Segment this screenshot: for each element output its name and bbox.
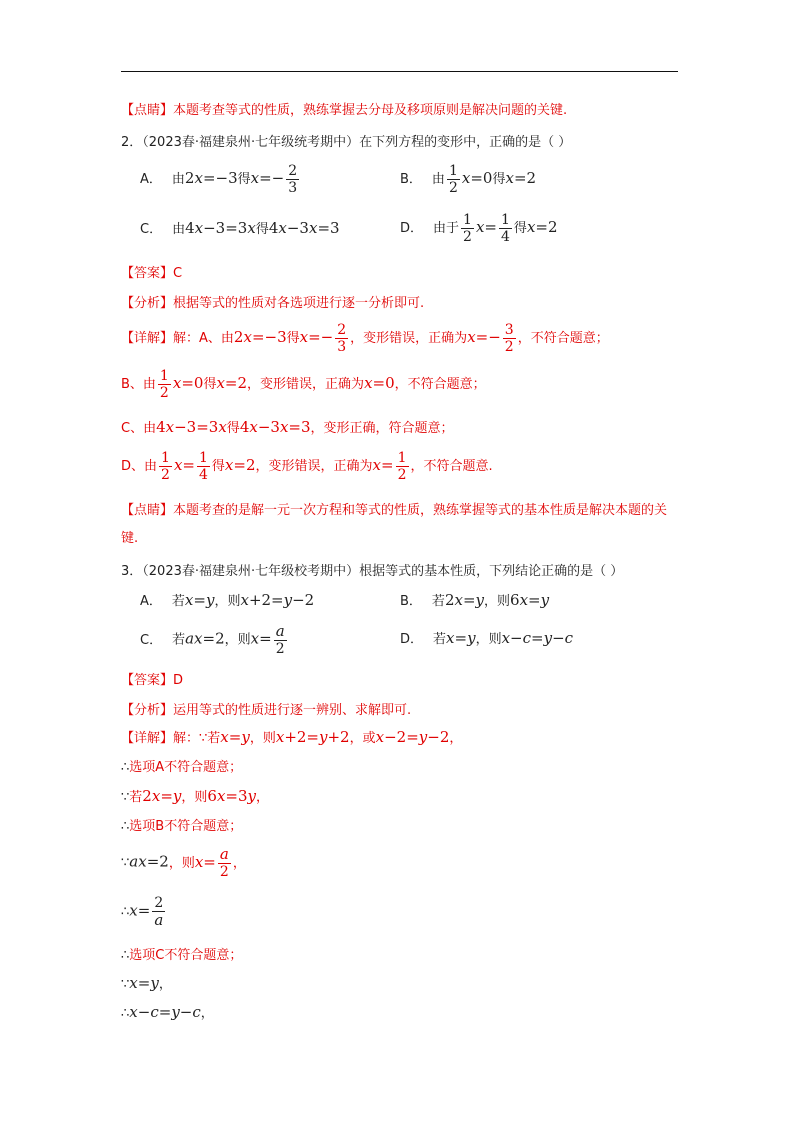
q3-step-4: ∴选项B不符合题意； xyxy=(121,819,243,834)
q3-option-c: C． 若ax=2，则x= $\frac{a}{2}$ xyxy=(140,622,285,657)
q2-option-b: B． 由 $\frac{1}{2}$ x=0得x=2 xyxy=(400,163,537,196)
q2-detail-a: 【详解】解：A、由2x=−3得x=− $\frac{2}{3}$ ，变形错误，正确为x=− $\frac{3}{2}$ ，不符合题意； xyxy=(121,322,609,355)
q2-option-c: C． 由4x−3=3x得4x−3x=3 xyxy=(140,219,340,237)
q3-step-3: ∵若2x=y，则6x=3y， xyxy=(121,787,270,805)
q2-note: 【点睛】本题考查的是解一元一次方程和等式的性质，熟练掌握等式的基本性质是解决本题的关键. xyxy=(121,503,668,546)
q2-option-d: D． 由于 $\frac{1}{2}$ x= $\frac{1}{4}$ 得x=2 xyxy=(400,212,558,245)
q2-detail-b: B、由 $\frac{1}{2}$ x=0得x=2，变形错误，正确为x=0，不符合题意； xyxy=(121,368,486,401)
q2-answer: 【答案】C xyxy=(121,266,183,281)
top-note xyxy=(121,99,567,118)
q3-step-7: ∴选项C不符合题意； xyxy=(121,948,243,963)
q3-option-a: A． 若x=y，则x+2=y−2 xyxy=(140,591,315,609)
answer-value: C xyxy=(173,266,183,281)
q3-answer: 【答案】D xyxy=(121,673,184,688)
q3-step-1: 【详解】解：∵若x=y，则x+2=y+2，或x−2=y−2， xyxy=(121,728,463,746)
q2-detail-d: D、由 $\frac{1}{2}$ x= $\frac{1}{4}$ 得x=2，变形错误，正确为x= $\frac{1}{2}$ ，不符合题意. xyxy=(121,450,493,483)
q3-step-6: ∴x= $\frac{2}{a}$ xyxy=(121,895,164,929)
q3-step-5: ∵ax=2，则x= $\frac{a}{2}$ ， xyxy=(121,845,246,880)
q2-detail-c: C、由4x−3=3x得4x−3x=3，变形正确，符合题意； xyxy=(121,418,454,436)
note-text: 本题考查等式的性质，熟练掌握去分母及移项原则是解决问题的关键. xyxy=(173,103,568,118)
q3-step-8: ∵x=y， xyxy=(121,974,172,992)
q3-option-b: B． 若2x=y，则6x=y xyxy=(400,591,550,609)
q2-stem: 2．（2023春·福建泉州·七年级统考期中）在下列方程的变形中，正确的是（ ） xyxy=(121,135,572,150)
note-tag: 【点睛】 xyxy=(121,103,174,118)
q2-analysis: 【分析】根据等式的性质对各选项进行逐一分析即可. xyxy=(121,296,425,311)
q3-stem: 3．（2023春·福建泉州·七年级校考期中）根据等式的基本性质，下列结论正确的是（ ） xyxy=(121,564,624,579)
q3-analysis: 【分析】运用等式的性质进行逐一辨别、求解即可. xyxy=(121,703,412,718)
q3-option-d: D． 若x=y，则x−c=y−c xyxy=(400,629,574,647)
q3-step-9: ∴x−c=y−c， xyxy=(121,1003,214,1021)
q2-option-a: A． 由2x=−3得x=− $\frac{2}{3}$ xyxy=(140,163,298,196)
header-rule xyxy=(121,71,678,72)
q3-step-2: ∴选项A不符合题意； xyxy=(121,760,243,775)
answer-value: D xyxy=(173,673,184,688)
